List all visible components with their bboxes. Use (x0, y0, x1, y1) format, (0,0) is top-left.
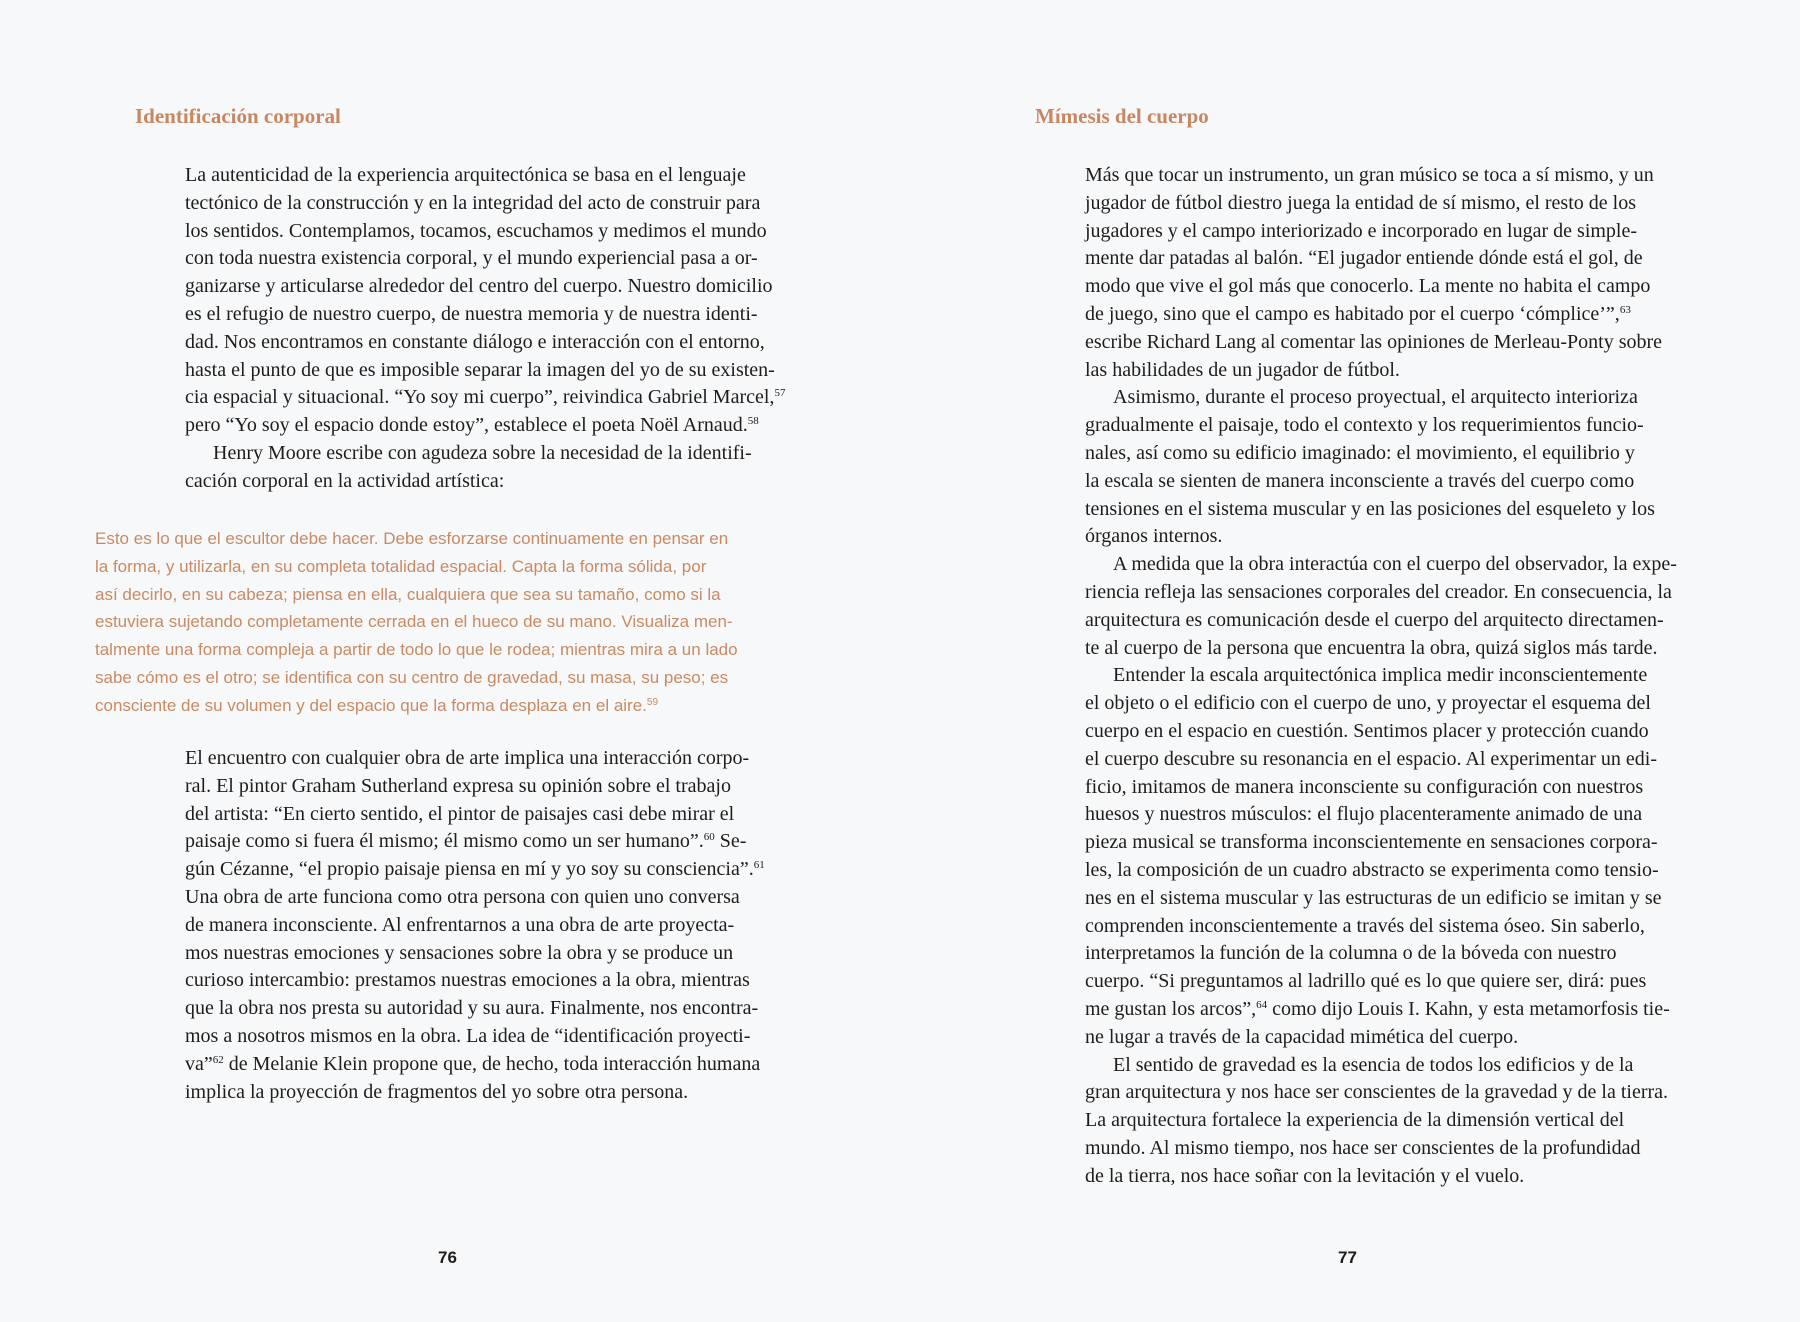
footnote-ref: 57 (774, 387, 786, 400)
text-segment: paisaje como si fuera él mismo; él mismo como un ser humano”. (185, 830, 704, 853)
text-line: Entender la escala arquitectónica implica medir inconscientemente (1113, 664, 1648, 687)
text-line: tectónico de la construcción y en la integridad del acto de construir para (185, 191, 761, 214)
quote-line: la forma, y utilizarla, en su completa totalidad espacial. Capta la forma sólida, por (95, 556, 707, 576)
text-line: nes en el sistema muscular y las estructuras de un edificio se imitan y se (1085, 886, 1662, 909)
text-line: ne lugar a través de la capacidad mimética del cuerpo. (1085, 1025, 1519, 1048)
footnote-ref: 63 (1619, 303, 1631, 316)
text-line: tensiones en el sistema muscular y en las posiciones del esqueleto y los (1085, 497, 1655, 520)
text-line: El encuentro con cualquier obra de arte implica una interacción corpo- (185, 747, 750, 769)
paragraph (185, 745, 815, 1106)
text-segment: como dijo Louis I. Kahn, y esta metamorfosis tie- (1267, 997, 1670, 1020)
text-line: Una obra de arte funciona como otra persona con quien uno conversa (185, 885, 740, 908)
footnote-ref: 59 (646, 696, 659, 708)
text-line: huesos y nuestros músculos: el flujo placenteramente animado de una (1085, 803, 1643, 826)
text-line: ral. El pintor Graham Sutherland expresa su opinión sobre el trabajo (185, 774, 731, 797)
page-number: 76 (438, 1248, 457, 1267)
text-line (185, 828, 815, 856)
text-line (185, 856, 815, 884)
text-line: ganizarse y articularse alrededor del centro del cuerpo. Nuestro domicilio (185, 275, 773, 298)
text-segment: me gustan los arcos”, (1085, 997, 1257, 1020)
text-line: dad. Nos encontramos en constante diálogo e interacción con el entorno, (185, 330, 765, 353)
footnote-ref: 62 (212, 1053, 224, 1066)
text-line: curioso intercambio: prestamos nuestras emociones a la obra, mientras (185, 969, 750, 992)
text-line: mos nuestras emociones y sensaciones sobre la obra y se produce un (185, 941, 734, 964)
text-line: que la obra nos presta su autoridad y su aura. Finalmente, nos encontra- (185, 997, 759, 1020)
henry-moore-quote (95, 525, 815, 720)
text-segment: de juego, sino que el campo es habitado por el cuerpo ‘cómplice’”, (1085, 302, 1620, 325)
text-line: ficio, imitamos de manera inconsciente su configuración con nuestros (1085, 775, 1644, 798)
left-body-opening (185, 162, 815, 496)
text-line (185, 412, 815, 440)
text-line: pieza musical se transforma inconscientemente en sensaciones corpora- (1085, 831, 1658, 854)
text-line: las habilidades de un jugador de fútbol. (1085, 358, 1400, 381)
text-line: el cuerpo descubre su resonancia en el espacio. Al experimentar un edi- (1085, 747, 1657, 770)
text-line: Asimismo, durante el proceso proyectual, el arquitecto interioriza (1113, 386, 1638, 409)
page-number: 77 (1338, 1248, 1357, 1267)
footnote-ref: 60 (703, 831, 715, 844)
text-line: órganos internos. (1085, 525, 1223, 548)
paragraph (1085, 1052, 1735, 1191)
text-line (1085, 301, 1735, 329)
footnote-ref: 58 (747, 415, 759, 428)
text-line (185, 1051, 815, 1079)
quote-line: Esto es lo que el escultor debe hacer. Debe esforzarse continuamente en pensar en (95, 529, 729, 548)
text-line: de manera inconsciente. Al enfrentarnos a una obra de arte proyecta- (185, 913, 735, 936)
left-body-closing (185, 745, 815, 1106)
text-segment: consciente de su volumen y del espacio que la forma desplaza en el aire. (95, 695, 647, 715)
text-line: El sentido de gravedad es la esencia de todos los edificios y de la (1113, 1053, 1634, 1076)
text-line: riencia refleja las sensaciones corporales del creador. En consecuencia, la (1085, 580, 1672, 603)
right-body (1085, 162, 1735, 1190)
right-page-heading: Mímesis del cuerpo (1035, 104, 1209, 128)
text-line: implica la proyección de fragmentos del yo sobre otra persona. (185, 1080, 689, 1103)
text-segment: cia espacial y situacional. “Yo soy mi cuerpo”, reivindica Gabriel Marcel, (185, 386, 775, 409)
text-line: los sentidos. Contemplamos, tocamos, escuchamos y medimos el mundo (185, 219, 767, 242)
text-line: hasta el punto de que es imposible separar la imagen del yo de su existen- (185, 358, 775, 381)
paragraph (1085, 551, 1735, 662)
text-line: interpretamos la función de la columna o de la bóveda con nuestro (1085, 942, 1617, 965)
text-line: del artista: “En cierto sentido, el pintor de paisajes casi debe mirar el (185, 802, 735, 825)
paragraph (1085, 162, 1735, 384)
text-line: escribe Richard Lang al comentar las opiniones de Merleau-Ponty sobre (1085, 330, 1663, 353)
text-segment: gún Cézanne, “el propio paisaje piensa en mí y yo soy su consciencia”. (185, 858, 754, 881)
text-line: jugador de fútbol diestro juega la entidad de sí mismo, el resto de los (1085, 191, 1636, 214)
text-line: mente dar patadas al balón. “El jugador entiende dónde está el gol, de (1085, 247, 1643, 270)
paragraph (185, 440, 815, 496)
text-segment: va” (185, 1052, 213, 1075)
text-line: con toda nuestra existencia corporal, y el mundo experiencial pasa a or- (185, 247, 758, 270)
paragraph (1085, 662, 1735, 1051)
text-segment: de Melanie Klein propone que, de hecho, toda interacción humana (223, 1052, 761, 1075)
paragraph (185, 162, 815, 440)
text-line: cuerpo. “Si preguntamos al ladrillo qué es lo que quiere ser, dirá: pues (1085, 970, 1647, 993)
text-line: cuerpo en el espacio en cuestión. Sentimos placer y protección cuando (1085, 719, 1649, 742)
text-line: Más que tocar un instrumento, un gran músico se toca a sí mismo, y un (1085, 164, 1654, 186)
text-line: el objeto o el edificio con el cuerpo de uno, y proyectar el esquema del (1085, 692, 1651, 715)
quote-line: así decirlo, en su cabeza; piensa en ella, cualquiera que sea su tamaño, como si la (95, 584, 721, 604)
text-line: nales, así como su edificio imaginado: el movimiento, el equilibrio y (1085, 441, 1635, 464)
footnote-ref: 64 (1256, 998, 1268, 1011)
text-line: modo que vive el gol más que conocerlo. La mente no habita el campo (1085, 275, 1651, 298)
right-page (900, 0, 1800, 1322)
text-line (185, 384, 815, 412)
paragraph (1085, 384, 1735, 551)
text-line: mos a nosotros mismos en la obra. La idea de “identificación proyecti- (185, 1024, 751, 1047)
quote-line: sabe cómo es el otro; se identifica con su centro de gravedad, su masa, su peso; es (95, 667, 729, 687)
text-line: cación corporal en la actividad artística: (185, 469, 505, 492)
text-line (1085, 996, 1735, 1024)
footnote-ref: 61 (753, 859, 765, 872)
text-line: la escala se sienten de manera inconsciente a través del cuerpo como (1085, 469, 1635, 492)
text-line: A medida que la obra interactúa con el cuerpo del observador, la expe- (1113, 553, 1677, 576)
text-line: La arquitectura fortalece la experiencia de la dimensión vertical del (1085, 1109, 1625, 1132)
text-line: gran arquitectura y nos hace ser conscientes de la gravedad y de la tierra. (1085, 1081, 1669, 1104)
text-line: jugadores y el campo interiorizado e incorporado en lugar de simple- (1085, 219, 1638, 242)
text-segment: pero “Yo soy el espacio donde estoy”, establece el poeta Noël Arnaud. (185, 414, 748, 437)
text-line: mundo. Al mismo tiempo, nos hace ser conscientes de la profundidad (1085, 1136, 1641, 1159)
text-line: La autenticidad de la experiencia arquitectónica se basa en el lenguaje (185, 164, 746, 186)
text-line: gradualmente el paisaje, todo el contexto y los requerimientos funcio- (1085, 414, 1644, 437)
text-line: de la tierra, nos hace soñar con la levitación y el vuelo. (1085, 1164, 1525, 1187)
text-line: es el refugio de nuestro cuerpo, de nuestra memoria y de nuestra identi- (185, 302, 758, 325)
text-line: les, la composición de un cuadro abstracto se experimenta como tensio- (1085, 858, 1659, 881)
left-page-heading: Identificación corporal (135, 104, 341, 128)
quote-line (95, 692, 815, 720)
text-line: Henry Moore escribe con agudeza sobre la necesidad de la identifi- (213, 441, 752, 464)
quote-line: talmente una forma compleja a partir de todo lo que le rodea; mientras mira a un lado (95, 640, 738, 660)
text-segment: Se- (714, 830, 747, 853)
text-line: comprenden inconscientemente a través del sistema óseo. Sin saberlo, (1085, 914, 1645, 937)
text-line: arquitectura es comunicación desde el cuerpo del arquitecto directamen- (1085, 608, 1664, 631)
quote-line: estuviera sujetando completamente cerrada en el hueco de su mano. Visualiza men- (95, 612, 733, 632)
text-line: te al cuerpo de la persona que encuentra la obra, quizá siglos más tarde. (1085, 636, 1658, 659)
